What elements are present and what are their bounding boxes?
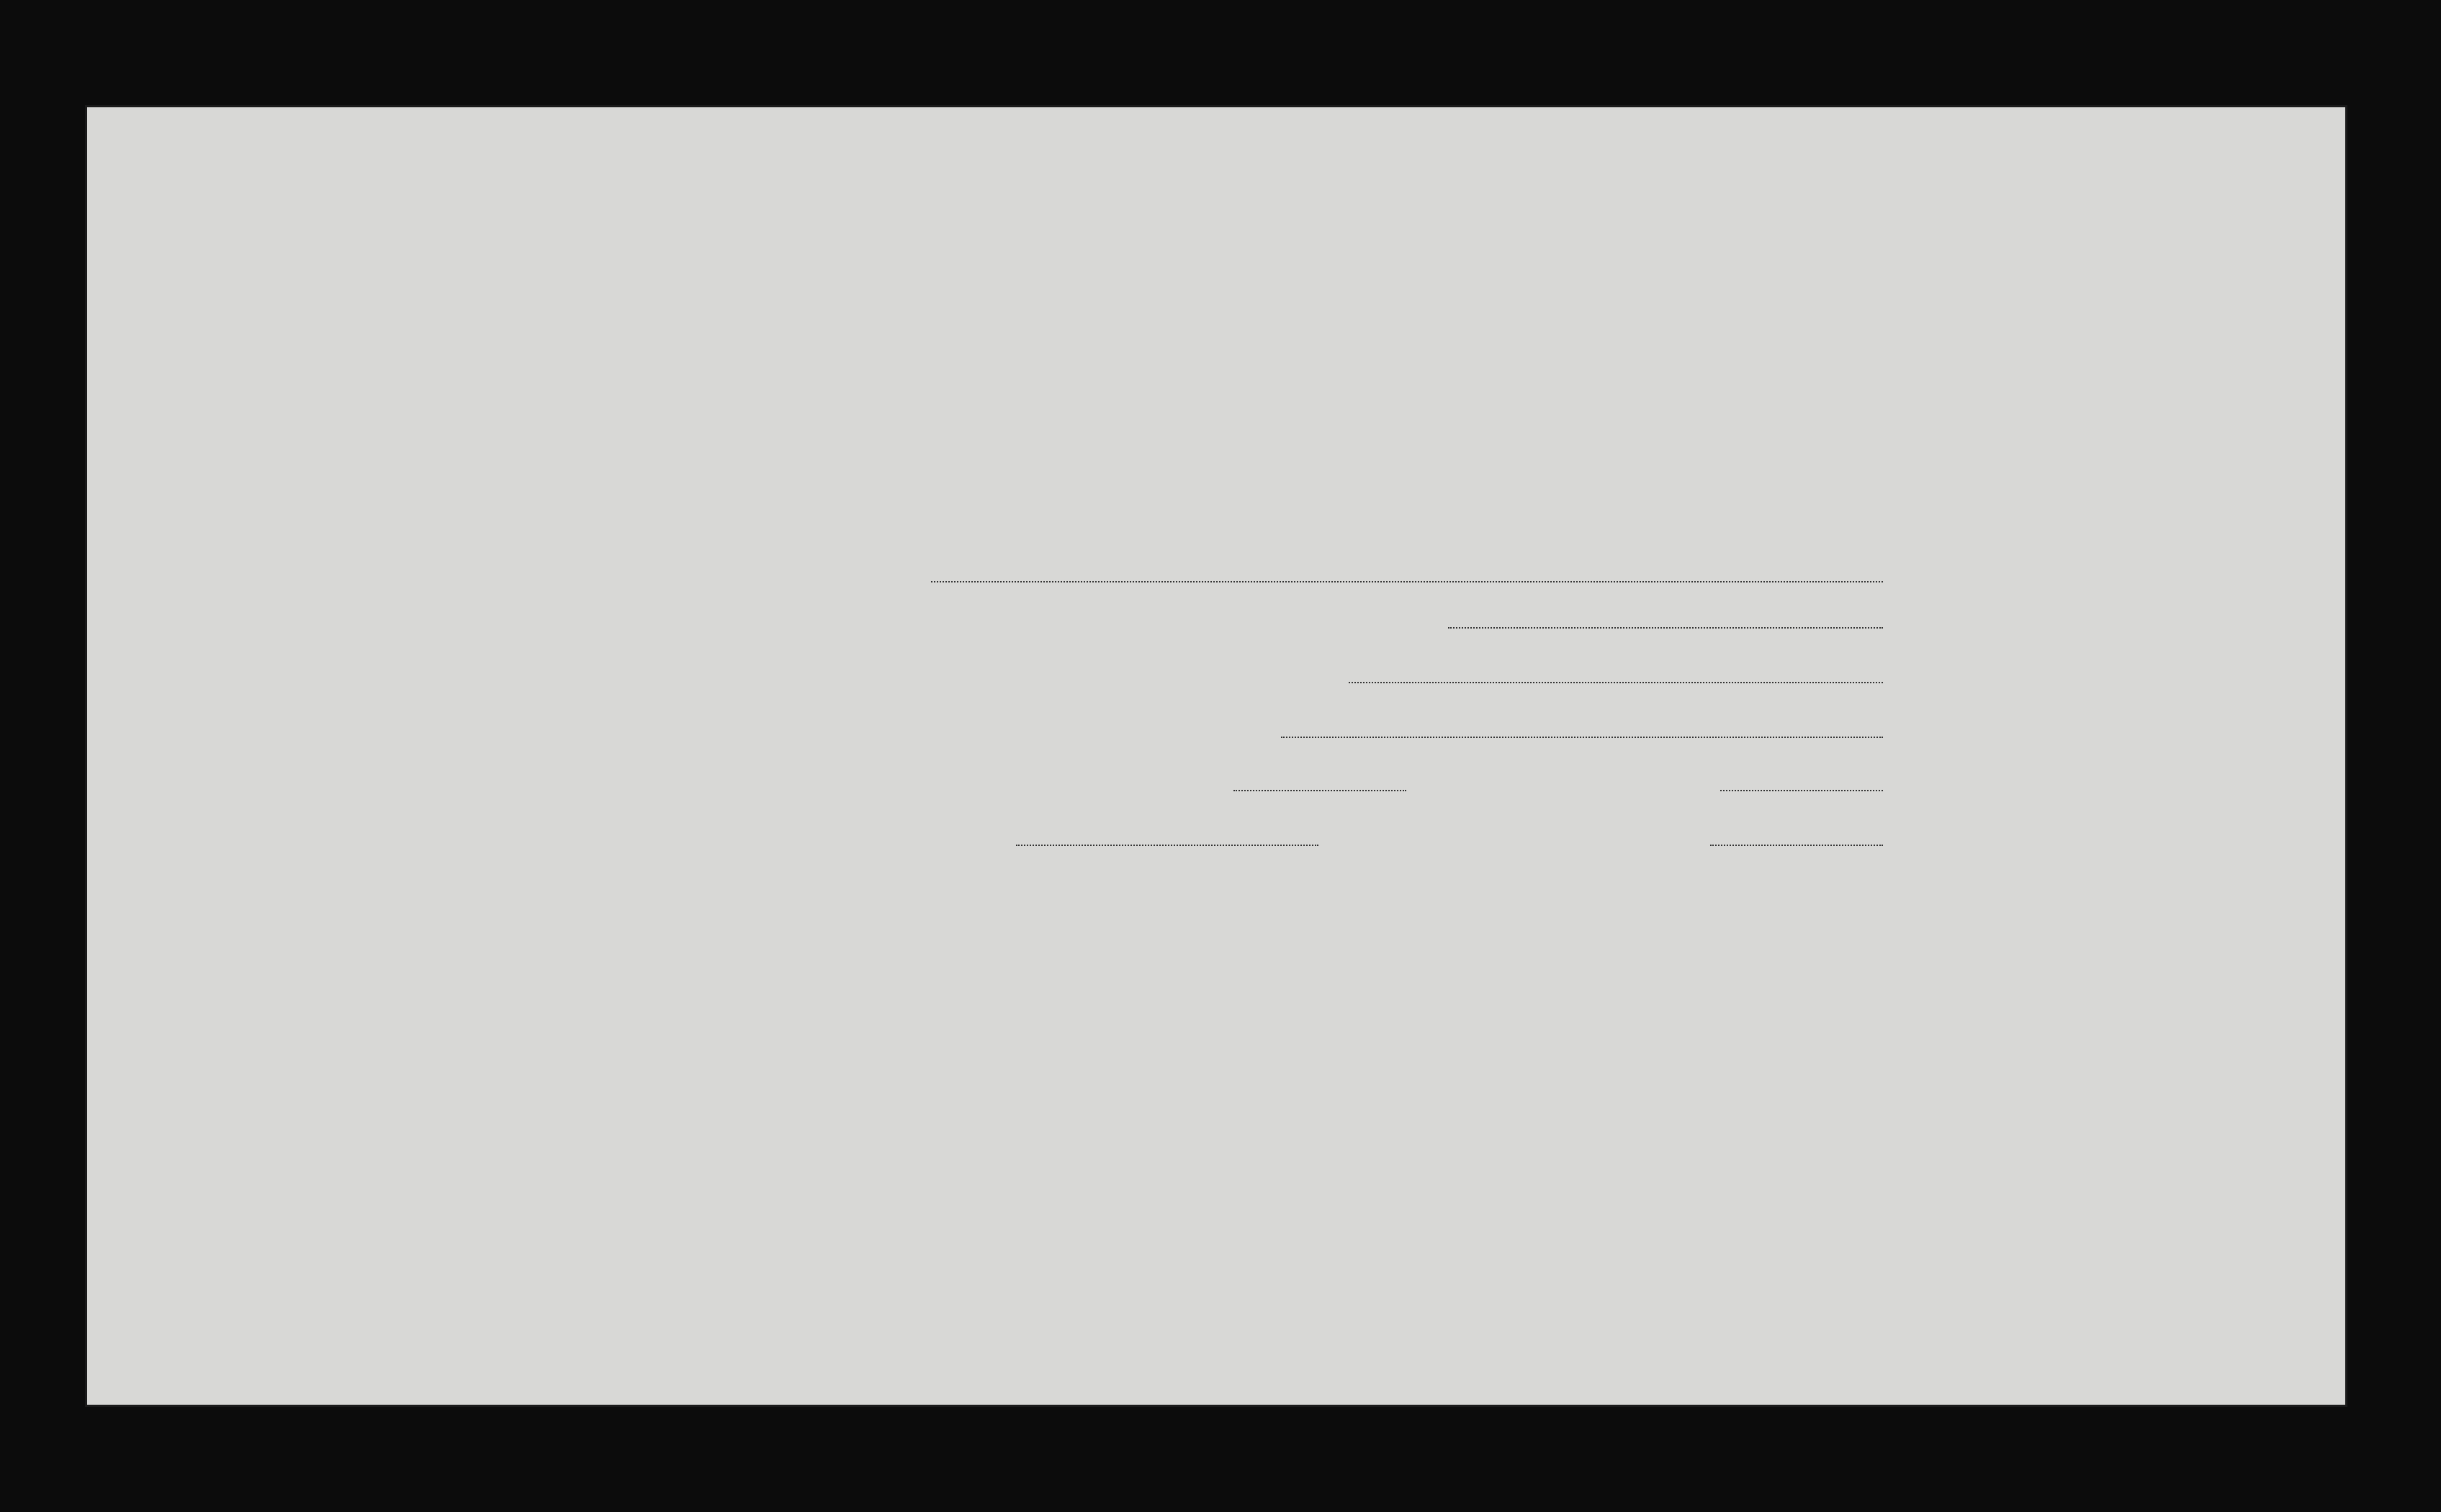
middle-section <box>87 451 2345 944</box>
bottom-section <box>87 944 2345 1405</box>
top-section <box>87 107 2345 451</box>
census-card <box>85 105 2347 1407</box>
hired-workers-label <box>332 495 392 898</box>
